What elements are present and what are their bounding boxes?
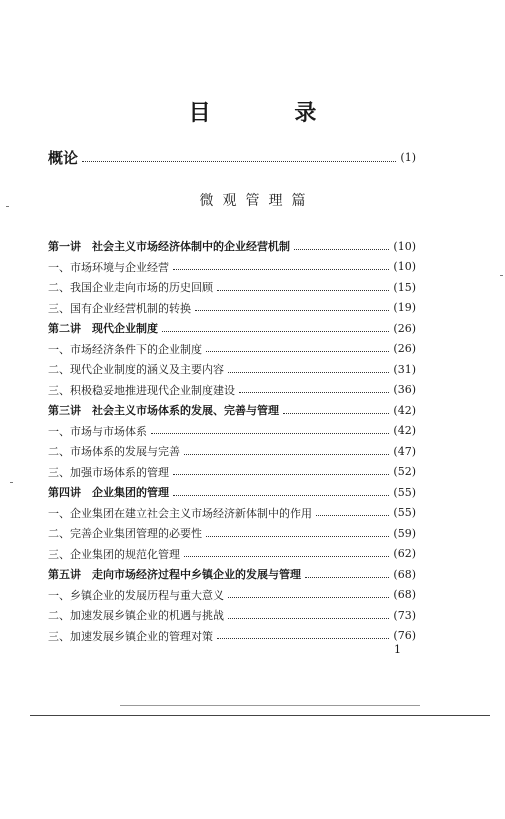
scan-line-faint	[120, 705, 420, 706]
dot-leader	[305, 577, 389, 578]
dot-leader	[206, 351, 389, 352]
toc-entry-page: (10)	[393, 260, 416, 274]
toc-entry-page: (62)	[393, 547, 416, 561]
toc-entry-page: (26)	[393, 321, 416, 335]
toc-entry-page: (42)	[393, 424, 416, 438]
dot-leader	[173, 269, 389, 270]
toc-entry-label: 二、加速发展乡镇企业的机遇与挑战	[48, 609, 224, 623]
toc-chapter-row	[48, 236, 416, 257]
dot-leader	[283, 413, 389, 414]
toc-entry-page: (47)	[393, 444, 416, 458]
toc-entry-label: 三、积极稳妥地推进现代企业制度建设	[48, 383, 235, 397]
page-title: 目 录	[188, 101, 355, 126]
toc-entry-page: (59)	[393, 526, 416, 540]
toc-entry-row	[48, 585, 416, 606]
toc-entry-label: 二、现代企业制度的涵义及主要内容	[48, 363, 224, 377]
toc-entry-label: 一、企业集团在建立社会主义市场经济新体制中的作用	[48, 506, 312, 520]
overview-page: (1)	[400, 150, 416, 164]
scan-speck	[10, 482, 13, 483]
toc-overview-row	[48, 148, 416, 166]
toc-entry-row	[48, 380, 416, 401]
toc-entry-label: 一、乡镇企业的发展历程与重大意义	[48, 588, 224, 602]
scan-speck	[500, 275, 503, 276]
toc-entry-label: 一、市场与市场体系	[48, 424, 147, 438]
toc-entry-page: (73)	[393, 608, 416, 622]
toc-entry-label: 二、市场体系的发展与完善	[48, 445, 180, 459]
toc-entry-row	[48, 462, 416, 483]
toc-entry-page: (31)	[393, 362, 416, 376]
scan-line	[30, 715, 490, 716]
toc-entry-label: 第三讲 社会主义市场体系的发展、完善与管理	[48, 404, 279, 418]
dot-leader	[228, 597, 389, 598]
dot-leader	[82, 161, 396, 162]
toc-entry-page: (68)	[393, 567, 416, 581]
toc-entry-row	[48, 503, 416, 524]
scan-speck	[6, 206, 9, 207]
toc-chapter-row	[48, 564, 416, 585]
overview-label: 概论	[48, 148, 79, 167]
toc-entry-page: (26)	[393, 342, 416, 356]
toc-entry-row	[48, 359, 416, 380]
toc-entry-label: 二、完善企业集团管理的必要性	[48, 527, 202, 541]
toc-entry-label: 一、市场经济条件下的企业制度	[48, 342, 202, 356]
toc-entry-row	[48, 421, 416, 442]
toc-entry-label: 二、我国企业走向市场的历史回顾	[48, 281, 213, 295]
dot-leader	[162, 331, 389, 332]
toc-entry-page: (36)	[393, 383, 416, 397]
toc-entry-label: 三、国有企业经营机制的转换	[48, 301, 191, 315]
toc-entry-row	[48, 277, 416, 298]
dot-leader	[184, 556, 389, 557]
toc-entry-row	[48, 441, 416, 462]
toc-entry-page: (68)	[393, 588, 416, 602]
toc-entry-page: (19)	[393, 301, 416, 315]
toc-entry-page: (52)	[393, 465, 416, 479]
dot-leader	[217, 638, 389, 639]
dot-leader	[228, 618, 389, 619]
toc-entry-label: 三、企业集团的规范化管理	[48, 547, 180, 561]
toc-entry-row	[48, 544, 416, 565]
dot-leader	[316, 515, 389, 516]
dot-leader	[151, 433, 389, 434]
toc-entry-page: (42)	[393, 403, 416, 417]
toc-entry-page: (76)	[393, 629, 416, 643]
toc-chapter-row	[48, 318, 416, 339]
dot-leader	[195, 310, 389, 311]
toc-entry-label: 第五讲 走向市场经济过程中乡镇企业的发展与管理	[48, 568, 301, 582]
toc-chapter-row	[48, 400, 416, 421]
toc-entry-row	[48, 298, 416, 319]
dot-leader	[173, 495, 389, 496]
toc-entry-row	[48, 257, 416, 278]
toc-entry-page: (10)	[393, 239, 416, 253]
dot-leader	[206, 536, 389, 537]
toc-entry-page: (55)	[393, 506, 416, 520]
toc-entry-label: 第二讲 现代企业制度	[48, 322, 158, 336]
toc-entry-label: 三、加速发展乡镇企业的管理对策	[48, 629, 213, 643]
toc-entry-label: 三、加强市场体系的管理	[48, 465, 169, 479]
toc-list	[48, 236, 416, 646]
page-number: 1	[394, 643, 401, 656]
dot-leader	[294, 249, 389, 250]
toc-entry-label: 第一讲 社会主义市场经济体制中的企业经营机制	[48, 240, 290, 254]
dot-leader	[184, 454, 389, 455]
toc-entry-row	[48, 605, 416, 626]
dot-leader	[173, 474, 389, 475]
toc-entry-label: 第四讲 企业集团的管理	[48, 486, 169, 500]
dot-leader	[228, 372, 389, 373]
toc-entry-page: (15)	[393, 280, 416, 294]
toc-entry-row	[48, 523, 416, 544]
dot-leader	[239, 392, 389, 393]
dot-leader	[217, 290, 389, 291]
toc-entry-label: 一、市场环境与企业经营	[48, 260, 169, 274]
toc-entry-row	[48, 626, 416, 647]
section-heading: 微观管理篇	[199, 193, 315, 209]
toc-chapter-row	[48, 482, 416, 503]
toc-entry-row	[48, 339, 416, 360]
toc-entry-page: (55)	[393, 485, 416, 499]
